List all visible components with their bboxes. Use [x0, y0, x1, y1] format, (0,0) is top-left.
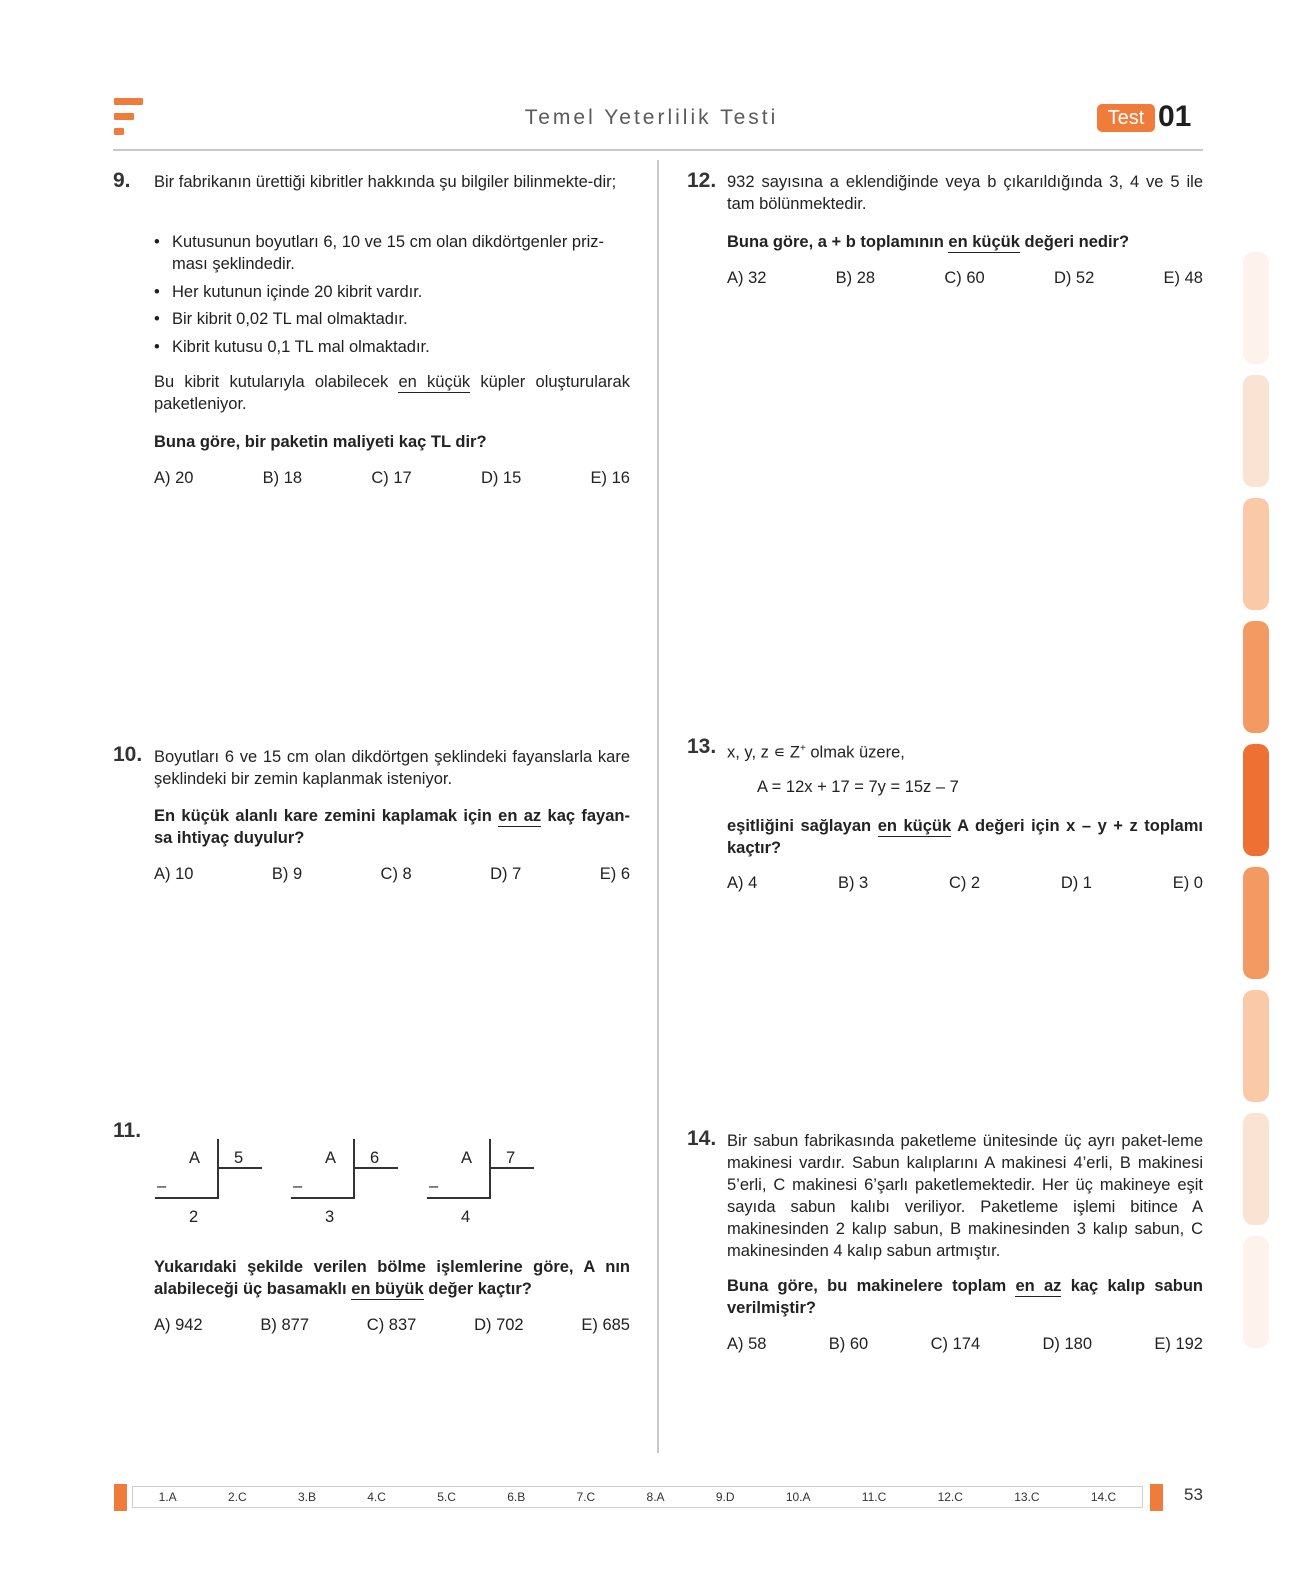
question-paragraph: Bu kibrit kutularıyla olabilecek en küçük küpler oluşturularak paketleniyor. [154, 373, 630, 413]
info-list [154, 231, 630, 363]
emphasis-underline: en büyük [351, 1280, 424, 1298]
dividend: A [325, 1149, 337, 1167]
answer-key-item: 7.C [576, 1490, 596, 1504]
answer-options [154, 1316, 630, 1335]
side-tab[interactable] [1243, 1236, 1269, 1348]
divisor: 6 [370, 1149, 380, 1167]
option-e[interactable]: E) 16 [590, 469, 630, 487]
list-item: • Kibrit kutusu 0,1 TL mal olmaktadır. [154, 336, 630, 358]
option-a[interactable]: A) 32 [727, 269, 767, 287]
question-prompt: eşitliğini sağlayan en küçük A değeri için x – y + z toplamı kaçtır? [727, 817, 1203, 857]
option-d[interactable]: D) 1 [1060, 874, 1092, 892]
question-number: 12. [687, 169, 717, 192]
option-a[interactable]: A) 58 [727, 1335, 767, 1353]
test-number: 01 [1158, 100, 1192, 133]
option-b[interactable]: B) 18 [262, 469, 303, 487]
option-a[interactable]: A) 20 [154, 469, 194, 487]
answer-key-item: 12.C [937, 1490, 963, 1504]
option-e[interactable]: E) 6 [599, 865, 630, 883]
question-prompt: Buna göre, a + b toplamının en küçük değeri nedir? [727, 233, 1130, 251]
answer-key [132, 1486, 1143, 1508]
remainder: 3 [325, 1208, 335, 1226]
answer-key-item: 14.C [1090, 1490, 1117, 1504]
side-tab-active[interactable] [1243, 744, 1269, 856]
side-tab[interactable] [1243, 990, 1269, 1102]
option-d[interactable]: D) 7 [490, 865, 522, 883]
division-figure [427, 1139, 557, 1229]
option-c[interactable]: C) 60 [944, 269, 985, 287]
list-item: • Her kutunun içinde 20 kibrit vardır. [154, 281, 630, 303]
option-b[interactable]: B) 877 [260, 1316, 310, 1334]
answer-options [727, 874, 1203, 893]
option-c[interactable]: C) 174 [930, 1335, 981, 1353]
question-prompt: Buna göre, bu makinelere toplam en az kaç kalıp sabun verilmiştir? [727, 1277, 1203, 1317]
option-a[interactable]: A) 4 [727, 874, 758, 892]
dividend: A [189, 1149, 201, 1167]
option-c[interactable]: C) 2 [948, 874, 981, 892]
emphasis-underline: en az [498, 807, 542, 825]
option-e[interactable]: E) 192 [1154, 1335, 1203, 1353]
division-figure [155, 1139, 285, 1229]
list-item: • Bir kibrit 0,02 TL mal olmaktadır. [154, 308, 630, 330]
question-prompt: En küçük alanlı kare zemini kaplamak için en az kaç fayan-sa ihtiyaç duyulur? [154, 807, 630, 847]
side-tab[interactable] [1243, 375, 1269, 487]
option-c[interactable]: C) 17 [371, 469, 412, 487]
option-d[interactable]: D) 52 [1053, 269, 1095, 287]
minus-sign: – [157, 1177, 167, 1195]
option-b[interactable]: B) 28 [835, 269, 876, 287]
question-prompt: Yukarıdaki şekilde verilen bölme işlemlerine göre, A nın alabileceği üç basamaklı en büyük değer kaçtır? [154, 1258, 630, 1298]
minus-sign: – [429, 1177, 439, 1195]
question-number: 13. [687, 735, 717, 758]
answer-options [727, 269, 1203, 288]
question-number: 11. [113, 1119, 142, 1142]
minus-sign: – [293, 1177, 303, 1195]
question-intro: Boyutları 6 ve 15 cm olan dikdörtgen şeklindeki fayanslarla kare şeklindeki bir zemin kaplanmak isteniyor. [154, 748, 630, 788]
option-b[interactable]: B) 3 [837, 874, 869, 892]
side-tab[interactable] [1243, 498, 1269, 610]
answer-key-item: 10.A [785, 1490, 811, 1504]
side-tab[interactable] [1243, 867, 1269, 979]
question-prompt: Buna göre, bir paketin maliyeti kaç TL dir? [154, 433, 487, 451]
answer-options [154, 469, 630, 488]
page-header-title: Temel Yeterlilik Testi [524, 106, 779, 129]
list-item: • Kutusunun boyutları 6, 10 ve 15 cm olan dikdörtgenler priz-ması şeklindedir. [154, 231, 630, 275]
header-divider [113, 149, 1203, 151]
divisor: 5 [234, 1149, 244, 1167]
option-a[interactable]: A) 10 [154, 865, 194, 883]
answer-key-item: 9.D [715, 1490, 735, 1504]
column-divider [657, 160, 659, 1453]
option-e[interactable]: E) 48 [1163, 269, 1203, 287]
answer-options [154, 865, 630, 884]
remainder: 4 [461, 1208, 471, 1226]
answer-key-item: 13.C [1014, 1490, 1040, 1504]
answer-options [727, 1335, 1203, 1354]
answer-key-item: 2.C [227, 1490, 247, 1504]
emphasis-underline: en küçük [877, 817, 952, 835]
question-intro: 932 sayısına a eklendiğinde veya b çıkarıldığında 3, 4 ve 5 ile tam bölünmektedir. [727, 173, 1203, 213]
question-number: 10. [113, 743, 143, 766]
side-tab[interactable] [1243, 252, 1269, 364]
divisor: 7 [506, 1149, 516, 1167]
option-b[interactable]: B) 9 [271, 865, 303, 883]
option-b[interactable]: B) 60 [828, 1335, 869, 1353]
answer-key-item: 6.B [507, 1490, 526, 1504]
side-tab[interactable] [1243, 621, 1269, 733]
question-intro: Bir fabrikanın ürettiği kibritler hakkında şu bilgiler bilinmekte-dir; [154, 173, 617, 191]
option-e[interactable]: E) 685 [581, 1316, 630, 1334]
question-intro: x, y, z ∊ Z+ olmak üzere, [727, 743, 905, 762]
answer-key-item: 4.C [367, 1490, 386, 1504]
answer-key-item: 3.B [297, 1490, 316, 1504]
dividend: A [461, 1149, 473, 1167]
answer-key-item: 5.C [437, 1490, 456, 1504]
option-a[interactable]: A) 942 [154, 1316, 203, 1334]
emphasis-underline: en az [1015, 1277, 1062, 1295]
option-d[interactable]: D) 180 [1042, 1335, 1093, 1353]
option-e[interactable]: E) 0 [1172, 874, 1203, 892]
question-number: 9. [113, 169, 131, 192]
question-number: 14. [687, 1127, 717, 1150]
emphasis-underline: en küçük [398, 373, 471, 391]
answer-key-item: 11.C [861, 1490, 887, 1504]
page-number: 53 [1184, 1485, 1203, 1504]
side-tab[interactable] [1243, 1113, 1269, 1225]
option-c[interactable]: C) 8 [380, 865, 412, 883]
remainder: 2 [189, 1208, 199, 1226]
test-badge: Test [1097, 104, 1155, 132]
footer-accent-right [1150, 1484, 1163, 1511]
division-figure [291, 1139, 421, 1229]
footer-accent-left [114, 1484, 127, 1511]
equation: A = 12x + 17 = 7y = 15z – 7 [757, 778, 959, 796]
answer-key-item: 1.A [158, 1490, 177, 1504]
question-intro: Bir sabun fabrikasında paketleme ünitesinde üç ayrı paket-leme makinesi vardır. Sabun kalıplarını A makinesi 4’erli, B makinesi 5’erli, C makinesi 6’şarlı paketlemektedir. Her üç makineye eşit sayıda sabun kalıbı veriliyor. Paketleme işlemi bitince A makinesinden 2 kalıp sabun, B makinesinden 3 kalıp sabun, C makinesinden 4 kalıp sabun artmıştır. [727, 1132, 1203, 1260]
answer-key-item: 8.A [646, 1490, 665, 1504]
option-c[interactable]: C) 837 [366, 1316, 417, 1334]
option-d[interactable]: D) 15 [480, 469, 522, 487]
option-d[interactable]: D) 702 [474, 1316, 524, 1334]
emphasis-underline: en küçük [948, 233, 1020, 251]
